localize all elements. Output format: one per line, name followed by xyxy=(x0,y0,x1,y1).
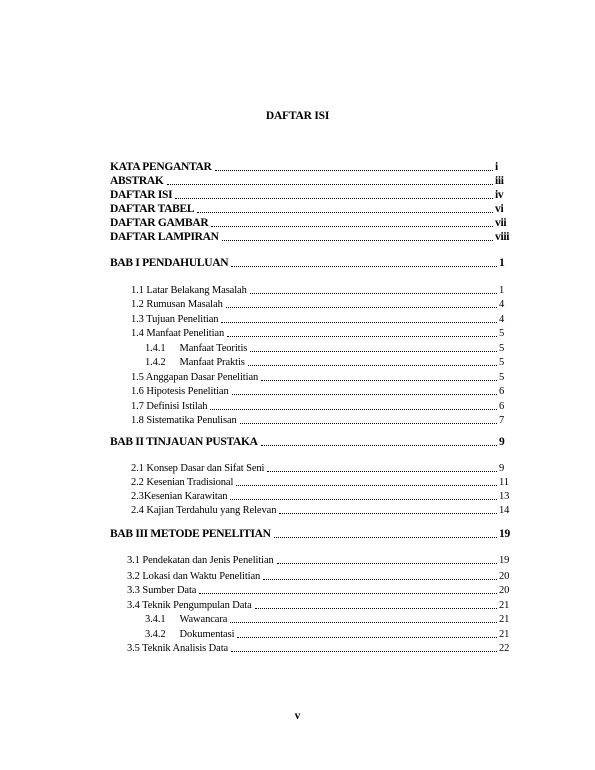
chapter-entry[interactable] xyxy=(110,257,513,270)
dot-leader xyxy=(221,322,497,323)
dot-leader xyxy=(261,380,497,381)
dot-leader xyxy=(250,293,497,294)
entry-label: Manfaat Praktis xyxy=(179,357,245,368)
entry-label: 1.3 Tujuan Penelitian xyxy=(131,314,219,325)
section-entry[interactable] xyxy=(131,371,513,384)
section-entry[interactable] xyxy=(131,313,513,326)
dot-leader xyxy=(237,637,497,638)
entry-label: DAFTAR GAMBAR xyxy=(110,217,209,229)
entry-page-number: 4 xyxy=(499,314,505,325)
section-entry[interactable] xyxy=(127,599,513,612)
entry-page-number: 13 xyxy=(499,491,510,502)
front-matter-entry[interactable] xyxy=(110,217,513,230)
entry-label: 3.1 Pendekatan dan Jenis Penelitian xyxy=(127,555,274,566)
entry-label: 2.2 Kesenian Tradisional xyxy=(131,477,234,488)
entry-label: 3.3 Sumber Data xyxy=(127,585,197,596)
dot-leader xyxy=(250,351,497,352)
entry-label: 1.8 Sistematika Penulisan xyxy=(131,415,237,426)
dot-leader xyxy=(263,579,497,580)
dot-leader xyxy=(236,485,497,486)
entry-label: Wawancara xyxy=(179,614,228,625)
section-entry[interactable] xyxy=(127,642,513,655)
entry-page-number: iii xyxy=(495,175,504,187)
front-matter-entry[interactable] xyxy=(110,203,513,216)
entry-label: 1.6 Hipotesis Penelitian xyxy=(131,386,229,397)
section-entry[interactable] xyxy=(131,327,513,340)
dot-leader xyxy=(240,423,497,424)
entry-label: 1.4 Manfaat Penelitian xyxy=(131,328,225,339)
entry-label: DAFTAR TABEL xyxy=(110,203,195,215)
section-entry[interactable] xyxy=(131,385,513,398)
entry-page-number: 20 xyxy=(499,585,510,596)
entry-page-number: 19 xyxy=(499,528,510,540)
entry-label: 1.7 Definisi Istilah xyxy=(131,401,208,412)
entry-label: BAB I PENDAHULUAN xyxy=(110,257,229,269)
entry-page-number: 22 xyxy=(499,643,510,654)
entry-label: Dokumentasi xyxy=(179,629,235,640)
entry-page-number: 5 xyxy=(499,343,505,354)
dot-leader xyxy=(231,266,497,267)
entry-label: Manfaat Teoritis xyxy=(179,343,248,354)
entry-page-number: 4 xyxy=(499,299,505,310)
dot-leader xyxy=(248,365,497,366)
subsection-entry[interactable] xyxy=(145,628,513,641)
entry-page-number: viii xyxy=(495,231,510,243)
dot-leader xyxy=(255,608,497,609)
dot-leader xyxy=(274,537,497,538)
front-matter-entry[interactable] xyxy=(110,175,513,188)
entry-label: 2.4 Kajian Terdahulu yang Relevan xyxy=(131,505,277,516)
section-entry[interactable] xyxy=(131,414,513,427)
entry-page-number: 19 xyxy=(499,555,510,566)
entry-page-number: 1 xyxy=(499,257,505,269)
entry-page-number: 14 xyxy=(499,505,510,516)
entry-page-number: 9 xyxy=(499,436,505,448)
dot-leader xyxy=(231,651,497,652)
dot-leader xyxy=(197,212,493,213)
entry-page-number: 21 xyxy=(499,629,510,640)
entry-label: 1.2 Rumusan Masalah xyxy=(131,299,223,310)
page-number: v xyxy=(294,710,301,722)
dot-leader xyxy=(277,563,497,564)
entry-page-number: 7 xyxy=(499,415,505,426)
section-entry[interactable] xyxy=(131,284,513,297)
section-entry[interactable] xyxy=(131,476,513,489)
section-number: 1.4.2 xyxy=(145,357,166,368)
page-title: DAFTAR ISI xyxy=(265,110,330,122)
dot-leader xyxy=(211,226,493,227)
entry-label: KATA PENGANTAR xyxy=(110,161,212,173)
section-entry[interactable] xyxy=(127,570,513,583)
entry-page-number: i xyxy=(495,161,498,173)
entry-label: ABSTRAK xyxy=(110,175,164,187)
section-number: 3.4.1 xyxy=(145,614,166,625)
front-matter-entry[interactable] xyxy=(110,231,513,244)
section-entry[interactable] xyxy=(131,490,513,503)
entry-label: 3.5 Teknik Analisis Data xyxy=(127,643,229,654)
chapter-entry[interactable] xyxy=(110,528,513,541)
section-entry[interactable] xyxy=(131,298,513,311)
dot-leader xyxy=(226,307,497,308)
dot-leader xyxy=(230,622,497,623)
entry-label: 1.1 Latar Belakang Masalah xyxy=(131,285,247,296)
subsection-entry[interactable] xyxy=(145,342,513,355)
entry-page-number: 6 xyxy=(499,401,505,412)
subsection-entry[interactable] xyxy=(145,613,513,626)
entry-page-number: 5 xyxy=(499,328,505,339)
dot-leader xyxy=(267,471,497,472)
entry-label: 3.4 Teknik Pengumpulan Data xyxy=(127,600,252,611)
entry-page-number: 20 xyxy=(499,571,510,582)
entry-label: 2.1 Konsep Dasar dan Sifat Seni xyxy=(131,463,265,474)
dot-leader xyxy=(232,394,497,395)
entry-label: BAB II TINJAUAN PUSTAKA xyxy=(110,436,258,448)
entry-page-number: 1 xyxy=(499,285,505,296)
dot-leader xyxy=(210,409,497,410)
subsection-entry[interactable] xyxy=(145,356,513,369)
entry-label: 3.2 Lokasi dan Waktu Penelitian xyxy=(127,571,261,582)
dot-leader xyxy=(175,198,493,199)
entry-page-number: 21 xyxy=(499,600,510,611)
section-entry[interactable] xyxy=(127,554,513,567)
dot-leader xyxy=(215,170,493,171)
entry-page-number: 11 xyxy=(499,477,509,488)
entry-label: 2.3Kesenian Karawitan xyxy=(131,491,228,502)
dot-leader xyxy=(167,184,494,185)
front-matter-entry[interactable] xyxy=(110,161,513,174)
section-entry[interactable] xyxy=(127,584,513,597)
section-entry[interactable] xyxy=(131,504,513,517)
entry-page-number: iv xyxy=(495,189,504,201)
entry-page-number: 21 xyxy=(499,614,510,625)
dot-leader xyxy=(227,336,497,337)
entry-page-number: vi xyxy=(495,203,504,215)
entry-page-number: 6 xyxy=(499,386,505,397)
entry-page-number: 5 xyxy=(499,372,505,383)
entry-page-number: 5 xyxy=(499,357,505,368)
section-number: 3.4.2 xyxy=(145,629,166,640)
entry-label: 1.5 Anggapan Dasar Penelitian xyxy=(131,372,259,383)
chapter-entry[interactable] xyxy=(110,436,513,449)
dot-leader xyxy=(230,499,497,500)
entry-label: BAB III METODE PENELITIAN xyxy=(110,528,271,540)
section-entry[interactable] xyxy=(131,462,513,475)
dot-leader xyxy=(261,445,497,446)
dot-leader xyxy=(222,240,493,241)
entry-label: DAFTAR ISI xyxy=(110,189,173,201)
section-entry[interactable] xyxy=(131,400,513,413)
entry-page-number: 9 xyxy=(499,463,505,474)
dot-leader xyxy=(199,593,497,594)
entry-page-number: vii xyxy=(495,217,507,229)
front-matter-entry[interactable] xyxy=(110,189,513,202)
entry-label: DAFTAR LAMPIRAN xyxy=(110,231,219,243)
section-number: 1.4.1 xyxy=(145,343,166,354)
dot-leader xyxy=(279,513,497,514)
